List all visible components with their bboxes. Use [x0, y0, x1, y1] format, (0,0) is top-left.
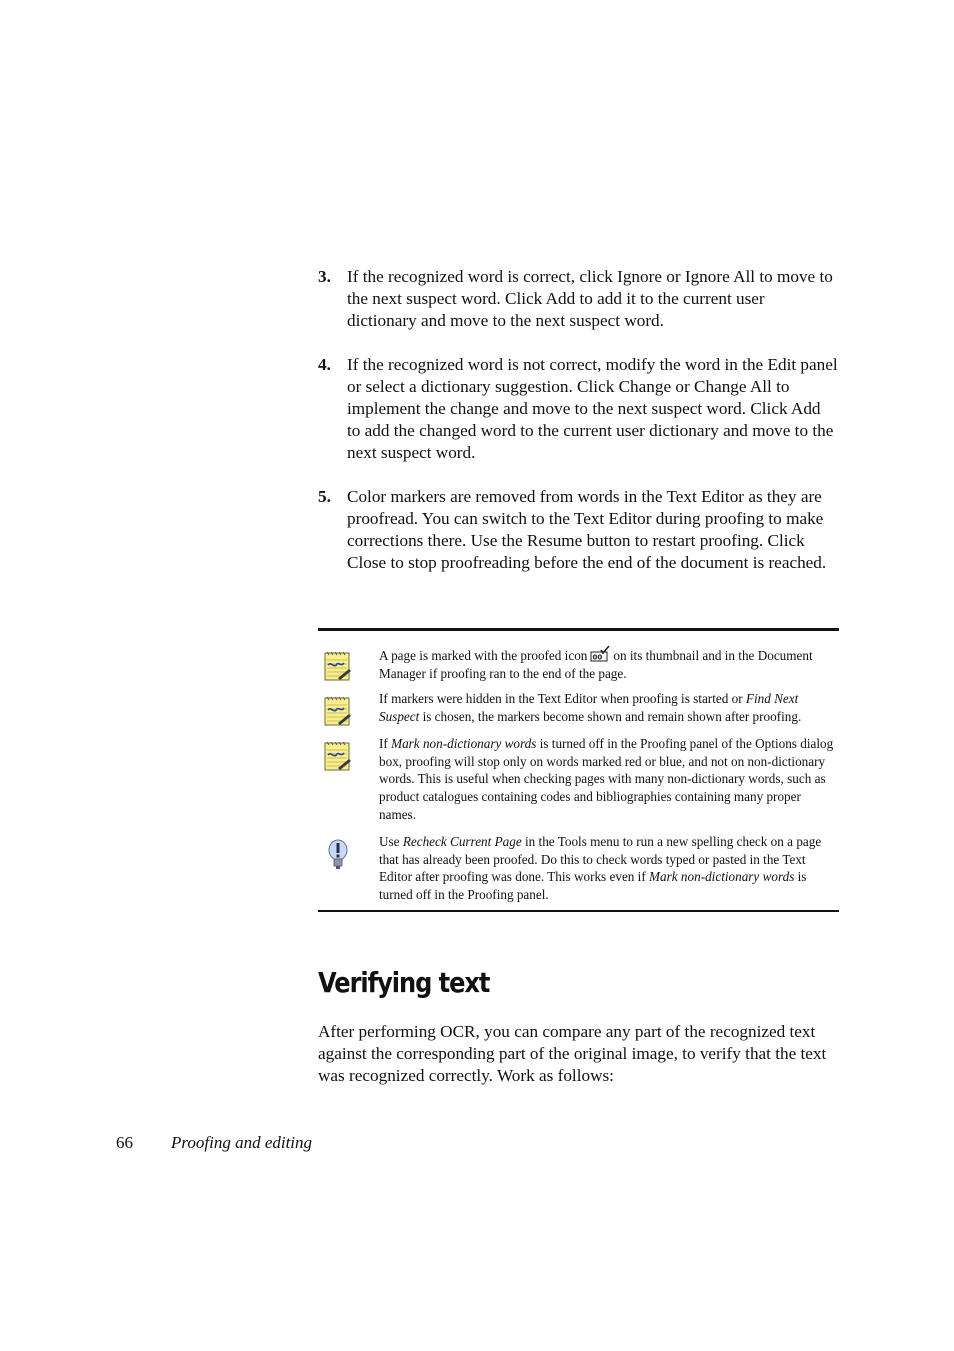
- page-number: 66: [116, 1133, 133, 1152]
- note-text: If markers were hidden in the Text Editor when proofing is started or Find Next Suspect is chosen, the markers become shown and remain shown after proofing.: [379, 691, 802, 724]
- note-text: If Mark non-dictionary words is turned off in the Proofing panel of the Options dialog box, proofing will stop only on words marked red or blue, and not on non-dictionary words. This is useful when checking pages with many non-dictionary words, such as product catalogues containing codes and bibliographies containing many proper names.: [379, 736, 834, 822]
- step-number: 5.: [318, 487, 331, 506]
- step-number: 3.: [318, 267, 331, 286]
- note-icon: [324, 695, 352, 727]
- step-text: If the recognized word is correct, click Ignore or Ignore All to move to the next suspect word. Click Add to add it to the current user dictionary and move to the next suspect word.: [347, 267, 833, 330]
- proofed-icon: [590, 645, 610, 663]
- step-item: [318, 266, 838, 332]
- tip-icon: [324, 838, 352, 870]
- notes-box: [318, 628, 839, 912]
- note-icon: [324, 650, 352, 682]
- step-item: [318, 486, 838, 574]
- step-text: If the recognized word is not correct, modify the word in the Edit panel or select a dictionary suggestion. Click Change or Change All to implement the change and move to the next suspect word. Click Add to add the changed word to the current user dictionary and move to the next suspect word.: [347, 355, 838, 462]
- procedure-steps: [318, 266, 838, 596]
- note-text: Use Recheck Current Page in the Tools menu to run a new spelling check on a page that has already been proofed. Do this to check words typed or pasted in the Text Editor after proofing was done. This works even if Mark non-dictionary words is turned off in the Proofing panel.: [379, 834, 822, 903]
- section-intro: After performing OCR, you can compare any part of the recognized text against the corresponding part of the original image, to verify that the text was recognized correctly. Work as follows:: [318, 1022, 827, 1085]
- step-text: Color markers are removed from words in the Text Editor as they are proofread. You can switch to the Text Editor during proofing to make corrections there. Use the Resume button to restart proofing. Click Close to stop proofreading before the end of the document is reached.: [347, 487, 827, 572]
- step-item: [318, 354, 838, 464]
- note-text: A page is marked with the proofed icon on its thumbnail and in the Document Manager if proofing ran to the end of the page.: [379, 645, 839, 682]
- running-title: Proofing and editing: [171, 1133, 313, 1152]
- note-icon: [324, 740, 352, 772]
- section-title: Verifying text: [318, 966, 490, 999]
- step-number: 4.: [318, 355, 331, 374]
